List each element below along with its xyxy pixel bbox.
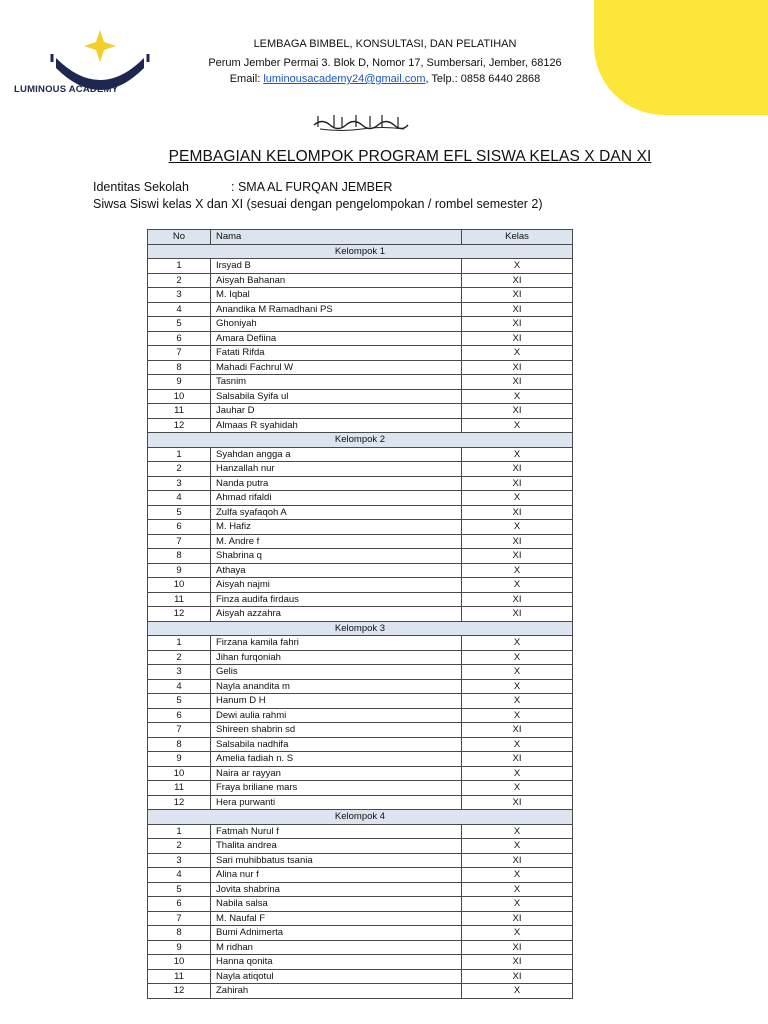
cell-name: Sari muhibbatus tsania — [211, 853, 462, 868]
cell-no: 7 — [148, 723, 211, 738]
cell-name: M. Hafiz — [211, 520, 462, 535]
table-row — [148, 259, 573, 274]
cell-no: 3 — [148, 288, 211, 303]
table-row — [148, 578, 573, 593]
group-roster-table — [147, 229, 573, 999]
cell-kelas: X — [462, 708, 573, 723]
table-row — [148, 476, 573, 491]
cell-name: Irsyad B — [211, 259, 462, 274]
cell-kelas: XI — [462, 969, 573, 984]
cell-kelas: XI — [462, 462, 573, 477]
table-row — [148, 288, 573, 303]
cell-no: 10 — [148, 389, 211, 404]
cell-no: 9 — [148, 563, 211, 578]
cell-no: 4 — [148, 868, 211, 883]
cell-no: 3 — [148, 853, 211, 868]
cell-kelas: XI — [462, 288, 573, 303]
cell-no: 4 — [148, 679, 211, 694]
cell-name: Alina nur f — [211, 868, 462, 883]
cell-kelas: X — [462, 766, 573, 781]
table-row — [148, 926, 573, 941]
cell-name: Jovita shabrina — [211, 882, 462, 897]
table-row — [148, 317, 573, 332]
cell-no: 4 — [148, 302, 211, 317]
cell-no: 2 — [148, 462, 211, 477]
letterhead-address: Perum Jember Permai 3. Blok D, Nomor 17, Sumbersari, Jember, 68126 — [208, 57, 562, 69]
cell-kelas: XI — [462, 592, 573, 607]
table-row — [148, 360, 573, 375]
cell-no: 2 — [148, 273, 211, 288]
cell-no: 5 — [148, 694, 211, 709]
group-label: Kelompok 4 — [148, 810, 573, 825]
cell-no: 6 — [148, 520, 211, 535]
header-kelas: Kelas — [462, 230, 573, 245]
table-row — [148, 752, 573, 767]
group-label: Kelompok 2 — [148, 433, 573, 448]
cell-no: 12 — [148, 607, 211, 622]
cell-no: 1 — [148, 447, 211, 462]
cell-no: 6 — [148, 897, 211, 912]
table-row — [148, 331, 573, 346]
table-row — [148, 447, 573, 462]
email-label: Email: — [229, 73, 261, 85]
cell-kelas: XI — [462, 795, 573, 810]
cell-kelas: X — [462, 679, 573, 694]
cell-kelas: XI — [462, 911, 573, 926]
cell-name: Aisyah azzahra — [211, 607, 462, 622]
table-row — [148, 404, 573, 419]
table-row — [148, 708, 573, 723]
cell-no: 2 — [148, 839, 211, 854]
cell-no: 6 — [148, 331, 211, 346]
cell-name: Hera purwanti — [211, 795, 462, 810]
cell-no: 3 — [148, 665, 211, 680]
cell-name: Shabrina q — [211, 549, 462, 564]
header-name: Nama — [211, 230, 462, 245]
table-row — [148, 534, 573, 549]
cell-no: 3 — [148, 476, 211, 491]
cell-no: 11 — [148, 781, 211, 796]
cell-no: 12 — [148, 795, 211, 810]
identity-value: : SMA AL FURQAN JEMBER — [231, 180, 393, 194]
cell-no: 10 — [148, 766, 211, 781]
cell-no: 4 — [148, 491, 211, 506]
cell-kelas: XI — [462, 302, 573, 317]
table-row — [148, 679, 573, 694]
table-row — [148, 795, 573, 810]
group-header-row — [148, 810, 573, 825]
cell-kelas: X — [462, 563, 573, 578]
decorative-yellow-shape — [594, 0, 768, 115]
cell-no: 12 — [148, 418, 211, 433]
cell-no: 7 — [148, 346, 211, 361]
table-row — [148, 882, 573, 897]
cell-no: 8 — [148, 549, 211, 564]
table-row — [148, 505, 573, 520]
cell-name: Hanum D H — [211, 694, 462, 709]
cell-no: 7 — [148, 911, 211, 926]
table-row — [148, 723, 573, 738]
table-row — [148, 940, 573, 955]
cell-kelas: XI — [462, 273, 573, 288]
cell-kelas: X — [462, 520, 573, 535]
cell-no: 10 — [148, 955, 211, 970]
cell-kelas: XI — [462, 505, 573, 520]
cell-name: Ahmad rifaldi — [211, 491, 462, 506]
cell-kelas: XI — [462, 317, 573, 332]
cell-name: Fatati Rifda — [211, 346, 462, 361]
group-header-row — [148, 244, 573, 259]
table-row — [148, 375, 573, 390]
table-row — [148, 607, 573, 622]
roster-body — [148, 244, 573, 998]
table-row — [148, 766, 573, 781]
cell-no: 2 — [148, 650, 211, 665]
table-row — [148, 418, 573, 433]
table-row — [148, 592, 573, 607]
cell-no: 5 — [148, 317, 211, 332]
cell-name: Nabila salsa — [211, 897, 462, 912]
cell-kelas: X — [462, 389, 573, 404]
group-label: Kelompok 3 — [148, 621, 573, 636]
email-link[interactable]: luminousacademy24@gmail.com — [263, 73, 426, 85]
cell-name: Ghoniyah — [211, 317, 462, 332]
star-icon — [84, 30, 116, 62]
cell-kelas: XI — [462, 723, 573, 738]
table-row — [148, 650, 573, 665]
cell-name: Thalita andrea — [211, 839, 462, 854]
table-row — [148, 824, 573, 839]
cell-kelas: XI — [462, 752, 573, 767]
cell-kelas: X — [462, 665, 573, 680]
identity-label: Identitas Sekolah — [93, 180, 189, 194]
cell-kelas: X — [462, 650, 573, 665]
table-row — [148, 549, 573, 564]
cell-name: Bumi Adnimerta — [211, 926, 462, 941]
table-row — [148, 737, 573, 752]
cell-name: Fatmah Nurul f — [211, 824, 462, 839]
cell-name: M. Naufal F — [211, 911, 462, 926]
cell-name: Nayla anandita m — [211, 679, 462, 694]
cell-kelas: XI — [462, 360, 573, 375]
cell-name: Hanna qonita — [211, 955, 462, 970]
cell-kelas: X — [462, 824, 573, 839]
basmalah-calligraphy — [312, 112, 410, 132]
table-row — [148, 563, 573, 578]
table-header-row — [148, 230, 573, 245]
cell-kelas: X — [462, 491, 573, 506]
cell-name: Dewi aulia rahmi — [211, 708, 462, 723]
cell-name: Jauhar D — [211, 404, 462, 419]
cell-name: M ridhan — [211, 940, 462, 955]
group-label: Kelompok 1 — [148, 244, 573, 259]
cell-kelas: X — [462, 447, 573, 462]
table-row — [148, 302, 573, 317]
cell-no: 8 — [148, 926, 211, 941]
group-header-row — [148, 433, 573, 448]
cell-kelas: X — [462, 926, 573, 941]
letterhead-institution: LEMBAGA BIMBEL, KONSULTASI, DAN PELATIHAN — [253, 38, 517, 50]
table-row — [148, 969, 573, 984]
cell-kelas: X — [462, 737, 573, 752]
cell-no: 1 — [148, 636, 211, 651]
cell-no: 8 — [148, 737, 211, 752]
cell-no: 5 — [148, 505, 211, 520]
cell-name: Firzana kamila fahri — [211, 636, 462, 651]
cell-kelas: XI — [462, 853, 573, 868]
cell-kelas: XI — [462, 404, 573, 419]
logo-wordmark: LUMINOUS ACADEMY — [14, 84, 119, 95]
cell-kelas: XI — [462, 607, 573, 622]
cell-kelas: XI — [462, 940, 573, 955]
table-row — [148, 273, 573, 288]
cell-no: 6 — [148, 708, 211, 723]
cell-kelas: XI — [462, 375, 573, 390]
cell-no: 1 — [148, 824, 211, 839]
table-row — [148, 694, 573, 709]
cell-name: Gelis — [211, 665, 462, 680]
cell-name: Anandika M Ramadhani PS — [211, 302, 462, 317]
cell-name: Tasnim — [211, 375, 462, 390]
cell-name: Amelia fadiah n. S — [211, 752, 462, 767]
cell-name: Jihan furqoniah — [211, 650, 462, 665]
cell-name: Nanda putra — [211, 476, 462, 491]
cell-kelas: X — [462, 259, 573, 274]
cell-name: Salsabila nadhifa — [211, 737, 462, 752]
table-row — [148, 491, 573, 506]
cell-name: Aisyah najmi — [211, 578, 462, 593]
cell-name: Shireen shabrin sd — [211, 723, 462, 738]
table-row — [148, 868, 573, 883]
cell-kelas: X — [462, 839, 573, 854]
table-row — [148, 520, 573, 535]
cell-kelas: X — [462, 578, 573, 593]
cell-no: 9 — [148, 940, 211, 955]
letterhead-contact — [190, 73, 580, 85]
cell-name: Almaas R syahidah — [211, 418, 462, 433]
table-row — [148, 346, 573, 361]
group-header-row — [148, 621, 573, 636]
cell-name: M. Iqbal — [211, 288, 462, 303]
cell-kelas: X — [462, 418, 573, 433]
cell-kelas: XI — [462, 331, 573, 346]
cell-kelas: X — [462, 882, 573, 897]
cell-name: Syahdan angga a — [211, 447, 462, 462]
table-row — [148, 781, 573, 796]
cell-name: Mahadi Fachrul W — [211, 360, 462, 375]
cell-name: Aisyah Bahanan — [211, 273, 462, 288]
cell-kelas: X — [462, 636, 573, 651]
cell-name: Finza audifa firdaus — [211, 592, 462, 607]
cell-name: Zahirah — [211, 984, 462, 999]
cell-name: Hanzallah nur — [211, 462, 462, 477]
table-row — [148, 897, 573, 912]
cell-no: 5 — [148, 882, 211, 897]
cell-no: 11 — [148, 969, 211, 984]
cell-no: 9 — [148, 375, 211, 390]
cell-no: 7 — [148, 534, 211, 549]
cell-no: 8 — [148, 360, 211, 375]
header-no: No — [148, 230, 211, 245]
cell-kelas: XI — [462, 955, 573, 970]
class-note: Siwsa Siswi kelas X dan XI (sesuai dengan pengelompokan / rombel semester 2) — [93, 197, 543, 211]
cell-kelas: X — [462, 868, 573, 883]
table-row — [148, 839, 573, 854]
cell-name: M. Andre f — [211, 534, 462, 549]
table-row — [148, 984, 573, 999]
cell-kelas: X — [462, 781, 573, 796]
cell-name: Amara Defiina — [211, 331, 462, 346]
school-identity — [93, 180, 392, 194]
cell-no: 12 — [148, 984, 211, 999]
cell-name: Zulfa syafaqoh A — [211, 505, 462, 520]
document-title: PEMBAGIAN KELOMPOK PROGRAM EFL SISWA KELAS X DAN XI — [168, 148, 652, 165]
cell-no: 11 — [148, 592, 211, 607]
cell-no: 11 — [148, 404, 211, 419]
cell-name: Naira ar rayyan — [211, 766, 462, 781]
cell-kelas: X — [462, 346, 573, 361]
table-row — [148, 462, 573, 477]
cell-kelas: X — [462, 984, 573, 999]
cell-no: 1 — [148, 259, 211, 274]
cell-kelas: X — [462, 897, 573, 912]
table-row — [148, 636, 573, 651]
cell-kelas: X — [462, 694, 573, 709]
cell-name: Athaya — [211, 563, 462, 578]
table-row — [148, 389, 573, 404]
table-row — [148, 853, 573, 868]
phone-text: , Telp.: 0858 6440 2868 — [425, 73, 541, 85]
cell-kelas: XI — [462, 534, 573, 549]
table-row — [148, 955, 573, 970]
cell-no: 9 — [148, 752, 211, 767]
table-row — [148, 665, 573, 680]
cell-name: Salsabila Syifa ul — [211, 389, 462, 404]
cell-kelas: XI — [462, 476, 573, 491]
table-row — [148, 911, 573, 926]
cell-name: Fraya briliane mars — [211, 781, 462, 796]
cell-no: 10 — [148, 578, 211, 593]
cell-name: Nayla atiqotul — [211, 969, 462, 984]
cell-kelas: XI — [462, 549, 573, 564]
